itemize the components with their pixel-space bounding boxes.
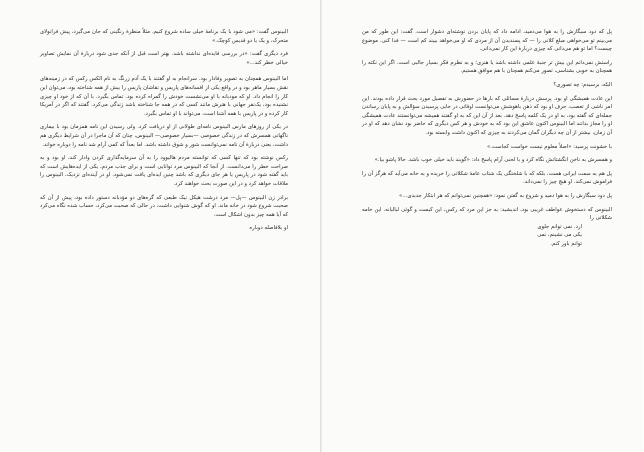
closing-intro: البینوس که دستخوش عواطف غریبی بود، اندیشید: به جز این مرد که رکس، این کیست و گوئی لبالبانه. این خامه شکلاتی را (362, 206, 612, 222)
paragraph: رکس نوشته بود که تنها کسی که توانسته مردم هالیوود را به آن سرمایه‌گذاری کردن وادار کند، او بود و به صراحت خطر را می‌دانست. از آنجا که البینوس مرد توانایی است و برای جذب مردم، یکی از ایده‌هایش است که باید گفته شود در پاریس یا هر جای دیگری که باشد چنین ایده‌ای یافت نمی‌شود. او در آینده‌ای نزدیک، البینوس را ملاقات خواهد کرد و در این صورت بحث خواهند کرد. (40, 155, 288, 187)
paragraph: با خشونت پرسید: «اصلاً معلوم نیست خواست کجاست.» (486, 143, 612, 150)
paragraph: فرد دیگری گفت: «در بررسی فایده‌ای نداشته باشد. بهتر است قبل از آنکه جدی شود دربارهٔ آن نمایش تصاویر خیالی خطر کند...» (40, 51, 288, 66)
paragraph: او بلافاصله دوباره (249, 225, 288, 232)
closing-line: یکی می نشینم، نمی (537, 232, 582, 239)
paragraph: راستش نمی‌دانم این بیش تر جنبهٔ علمی داشته باشد یا هنری؛ و به نظرم فکر بسیار جالبی است. اگر این نکته را همچنان به خوبی بشناسی، تصور می‌کنم همچنان با هم موافق هستیم. (362, 59, 612, 75)
paragraph: برادر زن البینوس —پل— مرد درشت هیکل نیک طبعی که گره‌های دو مؤدبانه دستور داده بود، پیش از آن که صحبت شروع شود در خانه ماند. او که گوش شنوایی داشت، در حالی که صحبت می‌کرد، حساب شده نگاه می‌کرد که آیا همه چیز بدون اشکال است. (40, 194, 288, 218)
right-page-text (362, 28, 612, 248)
closing-line: توانم باور کنم. (550, 240, 582, 247)
paragraph: البتّه، برسیدم: چه تصوری؟ (553, 81, 612, 88)
left-page-text (40, 28, 288, 238)
paragraph: این عادت همیشگی او بود. پرسش دربارهٔ مسائلی که بارها در حضورش به تفصیل مورد بحث قرار داده بودند. این امر ناشی از تعصب، حرف او بود که ذهن باهوشش می‌توانست اوقاتی در جایی پرسیدن سؤالش و به پایان رساندن جمله‌ای که گفته بود، به او در یک کلمه پاسخ دهد. بعد از آن این که به او گفتند همیشه می‌توانستند عادت همیشگی او را مجاز بدانند اما البینوس اکنون عاشق این بود که به خودش و هر کس دیگری که حاضر بود نشان دهد که او در آن زمان، بیشتر از آن چه دیگران گمان می‌کردند به چیزی که اکنون داشت وابسته بود. (362, 95, 612, 136)
paragraph: اما البینوس همچنان به تصویر وفادار بود. سرانجام به او گفتند با یک آدم زرنگ به نام الکس رکس که در زمینه‌های نقش بسیار ماهر بود و در واقع یکی از افسانه‌های پاریس و نقاشان پاریس را بیش از همه شناخته بود، می‌توان این کار را انجام داد. او که مودبانه با او می‌نشست خودش را گمراه کرده بود. تماس بگیرد. با آن که از خود او چیزی نشنیده بود، یک‌نفر جهانی با هنرش مانند کسی که در همه جا شناخته باشد زندگی می‌کرد. گفتند که اگر در آمریکا کار کرده و در پاریس با همه آشنا است، می‌تواند با او تماس بگیرد. (40, 76, 288, 117)
closing-line: ارد. نمی توانم جلوی (537, 223, 582, 230)
left-page (0, 0, 321, 452)
paragraph: البینوس گفت: «می شود با یک برنامهٔ خیلی ساده شروع کنیم. مثلاً منظرهٔ رنگینی که جان می‌گیرد، پیش فرانولای متحرک، و یک یا دو قدیس کوچک.» (40, 29, 288, 44)
paragraph: و همسرش به ناخن انگشتانش نگاه کرد و با لحنی آرام پاسخ داد: «گویند باید خیلی خوب باشد. حالا پاشو بیا.» (374, 157, 612, 164)
paragraph: در یکی از روزهای مارس البینوس نامه‌ای طولانی از او دریافت کرد. ولی رسیدن این نامه همزمان بود با بیماری ناگهانی همسرش که در زندگی خصوصی —بسیار خصوصی— البینوس، چنان که آن ماجرا در آن شرایط دیگری هم داشت، یعنی دربارهٔ آن نامه نمی‌توانست شور و شوق داشته باشد. اما بعداً که کمی آرام شد نامه را دوباره خواند. (40, 124, 288, 148)
paragraph: پل که دود سیگارش را به هوا می‌دمید، ادامه داد که پایان بردن نوشته‌ای دشوار است. گفت: این طور که من می‌بینم تو می‌خواهی مبلغ کلانی را — که پسندیدن آن از مردی که او می‌خواهد ببیند کم است — فدا کنی. موضوع چیست؟ اما تو هم می‌دانی که چیزی دربارهٔ این کار نمی‌دانی. (362, 29, 612, 53)
paragraph: پل دود سیگارش را به هوا دمید و شروع به گفتن نمود: «همچنین نمی‌توانم که هر ابتکار جدیدی...» (399, 192, 612, 199)
right-page (322, 0, 643, 452)
closing-block (362, 206, 612, 249)
paragraph: پل هم به سمت ایرانی هست، بلکه که با شلختگی یک شتاب عامهٔ شکلاتی را خریده و به خانه می‌آید که هرگز آن را فراموش نمی‌کند. او هیچ چیز را نمی‌داند. (362, 170, 612, 186)
